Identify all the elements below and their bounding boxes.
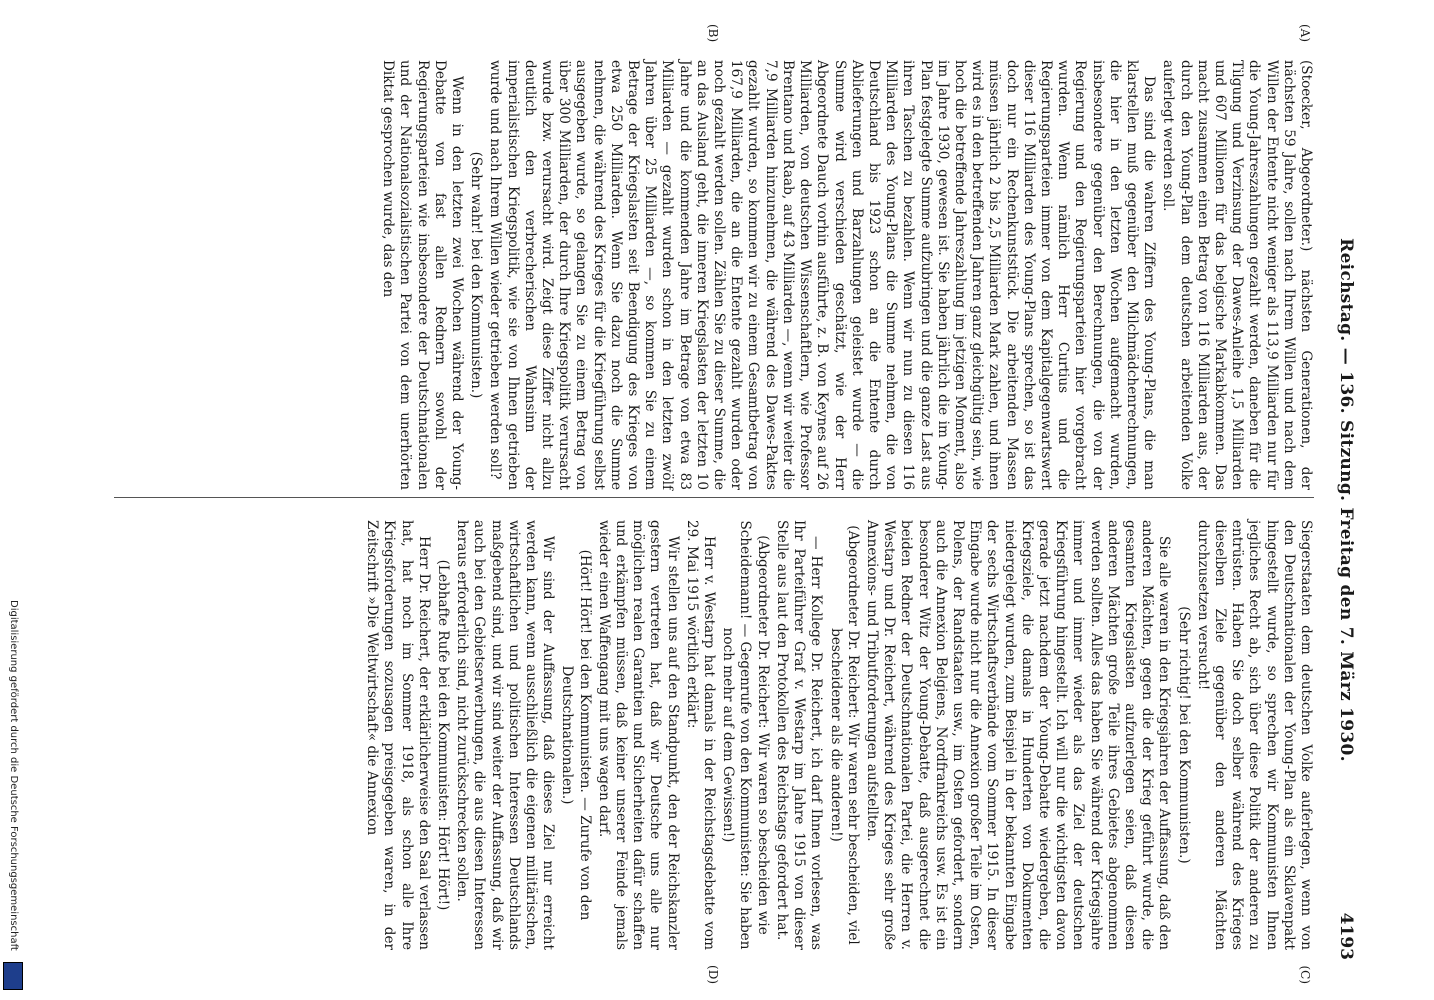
digitization-footer [0,0,26,1000]
paragraph: Sie alle waren in den Kriegsjahren der Auffassung, daß den anderen Mächten, gegen die der Krieg geführt wurde, die gesamten Kriegslasten aufzuerlegen seien, daß diesen anderen Mächten große Teile ihres Gebietes abgenommen werden sollten. Alles das haben Sie während der Kriegsjahre immer und immer wieder als das Ziel der deutschen Kriegsführung hingestellt. Ich will nur die wichtigsten davon gerade jetzt nachdem der Young-Debatte wiedergeben, die Kriegsziele, die damals in Hunderten von Dokumenten niedergelegt wurden, zum Beispiel in der bekannten Eingabe der sechs Wirtschaftsverbände vom Sommer 1915. In dieser Eingabe wurde nicht nur die Annexion großer Teile im Osten, Polens, der Randstaaten usw., im Osten gefordert, sondern auch die Annexion Belgiens, Nordfrankreichs usw. Es ist ein besonderer Witz der Young-Debatte, daß ausgerechnet die beiden Redner der Deutschnationalen Partei, die Herren v. Westarp und Dr. Reichert, während des Krieges sehr große Annexions- und Tributforderungen aufstellten. [863,520,1173,950]
paragraph: Siegerstaaten dem deutschen Volke auferlegen, wenn von den Deutschnationalen der Young-Plan als ein Sklavenpakt hingestellt wurde, so sprechen wir Kommunisten Ihnen jegliches Recht ab, sich über diese Politik der anderen zu entrüsten. Haben Sie doch selber während des Krieges dieselben Ziele gegenüber den anderen Mächten durchzusetzen versucht! [1194,520,1314,950]
quotation: Wir sind der Auffassung, daß dieses Ziel nur erreicht werden kann, wenn ausschließlich die eigenen militärischen, wirtschaftlichen und politischen Interessen Deutschlands maßgebend sind, und wir sind weiter der Auffassung, daß wir auch bei den Gebietserwerbungen, die aus diesen Interessen heraus erforderlich sind, nicht zurückschrecken sollen. [454,520,557,950]
interjection: (Sehr wahr! bei den Kommunisten.) [468,151,485,399]
digitization-note: Digitalisierung gefördert durch die Deutsche Forschungsgemeinschaft [8,600,19,951]
paragraph: Herr Dr. Reichert, der erklärlicherweise den Saal verlassen hat, hat noch im Sommer 1918, als schon alle Ihre Kriegsforderungen sozusagen preisgegeben waren, in der Zeitschrift »Die Weltwirtschaft« die Annexion [364,520,432,950]
paragraph: Das sind die wahren Ziffern des Young-Plans, die man klarstellen muß gegenüber den Milchmädchenrechnungen, die hier in den letzten Wochen aufgemacht wurden, insbesondere gegenüber den Berechnungen, die von der Regierung und den Regierungsparteien hier vorgebracht wurden. Wenn nämlich Herr Curtius und die Regierungsparteien immer von dem Kapitalgegenwartswert dieser 116 Milliarden des Young-Plans sprechen, so ist das doch nur ein Rechenkunststück. Die arbeitenden Massen müssen jährlich 2 bis 2,5 Milliarden Mark zahlen, und ihnen wird es in den betreffenden Jahren ganz gleichgültig sein, wie hoch die betreffende Jahreszahlung im jetzigen Moment, also im Jahre 1930, gewesen ist. Sie haben jährlich die im Young-Plan festgelegte Summe aufzubringen und die ganze Last aus ihren Taschen zu bezahlen. Wenn wir nun zu diesen 116 Milliarden des Young-Plans die Summe nehmen, die von Deutschland bis 1923 schon an die Entente durch Ablieferungen und Barzahlungen geleistet wurde — die Summe wird verschieden geschätzt, wie der Herr Abgeordnete Dauch vorhin ausführte, z. B. von Keynes auf 26 Milliarden, von deutschen Wissenschaftlern, wie Professor Brentano und Raab, auf 43 Milliarden —, wenn wir weiter die 7,9 Milliarden hinzunehmen, die während des Dawes-Paktes gezahlt wurden, so kommen wir zu einem Gesamtbetrag von 167,9 Milliarden, die an die Entente gezahlt wurden oder noch gezahlt werden sollen. Zählen Sie zu dieser Summe, die an das Ausland geht, die inneren Kriegslasten der letzten 10 Jahre und die kommenden Jahre im Betrage von etwa 83 Milliarden — gezahlt wurden schon in den letzten zwölf Jahren über 25 Milliarden —, so kommen Sie zu einem Betrage der Kriegslasten seit Beendigung des Krieges von etwa 250 Milliarden. Wenn Sie dazu noch die Summe nehmen, die während des Krieges für die Kriegführung selbst ausgegeben wurde, so gelangen Sie zu einem Betrag von über 300 Milliarden, der durch Ihre Kriegspolitik verursacht wurde bzw. verursacht wird. Zeigt diese Ziffer nicht allzu deutlich den verbrecherischen Wahnsinn der imperialistischen Kriegspolitik, wie sie von Ihnen getrieben wurde und nach Ihrem Willen wieder getrieben werden soll? [487,60,1158,490]
interjection: (Abgeordneter Dr. Reichert: Wir waren so bescheiden wie Scheidemann! — Gegenrufe von den Kommunisten: Sie haben noch mehr auf dem Gewissen!) [720,520,771,950]
interjection: (Lebhafte Rufe bei den Kommunisten: Hört! Hört!) [435,559,452,911]
right-column [361,520,1314,950]
margin-marker-c: (C) [1298,965,1312,984]
paragraph: Wenn in den letzten zwei Wochen während der Young-Debatte von fast allen Rednern sowohl der Regierungsparteien wie insbesondere der Deutschnationalen und der Nationalsozialistischen Partei von dem unerhörten Diktat gesprochen wurde, das den [380,60,466,490]
paragraph: Herr v. Westarp hat damals in der Reichstagsdebatte vom 29. Mai 1915 wörtlich erklärt: [683,520,718,950]
interjection: (Abgeordneter Dr. Reichert: Wir waren sehr bescheiden, viel bescheidener als die anderen!) [827,525,861,945]
margin-marker-d: (D) [706,965,720,984]
paragraph: — Herr Kollege Dr. Reichert, ich darf Ihnen vorlesen, was Ihr Parteiführer Graf v. Westarp im Jahre 1915 von dieser Stelle aus laut den Protokollen des Reichstags gefordert hat. [773,520,825,950]
column-divider [114,497,1314,498]
document-page [110,0,1370,1000]
paragraph: (Stoecker, Abgeordneter.) nächsten Generationen, der nächsten 59 Jahre, sollen nach Ihrem Willen und nach dem Willen der Entente nicht weniger als 113,9 Milliarden nur für die Young-Jahreszahlungen gezahlt werden, daneben für die Tilgung und Verzinsung der Dawes-Anleihe 1,5 Milliarden und 607 Millionen für das belgische Markabkommen. Das macht zusammen einen Betrag von 116 Milliarden aus, der durch den Young-Plan dem deutschen arbeitenden Volke auferlegt werden soll. [1160,60,1314,490]
dfg-logo-icon [3,962,23,990]
page-number: 4193 [1336,912,1356,960]
page-title: Reichstag. — 136. Sitzung. Freitag den 7. März 1930. [1336,238,1356,762]
margin-marker-b: (B) [706,24,720,43]
quotation: Wir stellen uns auf den Standpunkt, den der Reichskanzler gestern vertreten hat, daß wir Deutsche uns alle nur möglichen realen Garantien und Sicherheiten dafür schaffen und erkämpfen müssen, daß keiner unserer Feinde jemals wieder einen Waffengang mit uns wagen darf. [595,520,681,950]
page-header [1330,40,1356,960]
left-column [377,60,1314,490]
interjection: (Sehr richtig! bei den Kommunisten.) [1175,606,1192,864]
interjection: (Hört! Hört! bei den Kommunisten. — Zurufe von den Deutschnationalen.) [559,549,593,921]
margin-marker-a: (A) [1298,24,1312,43]
